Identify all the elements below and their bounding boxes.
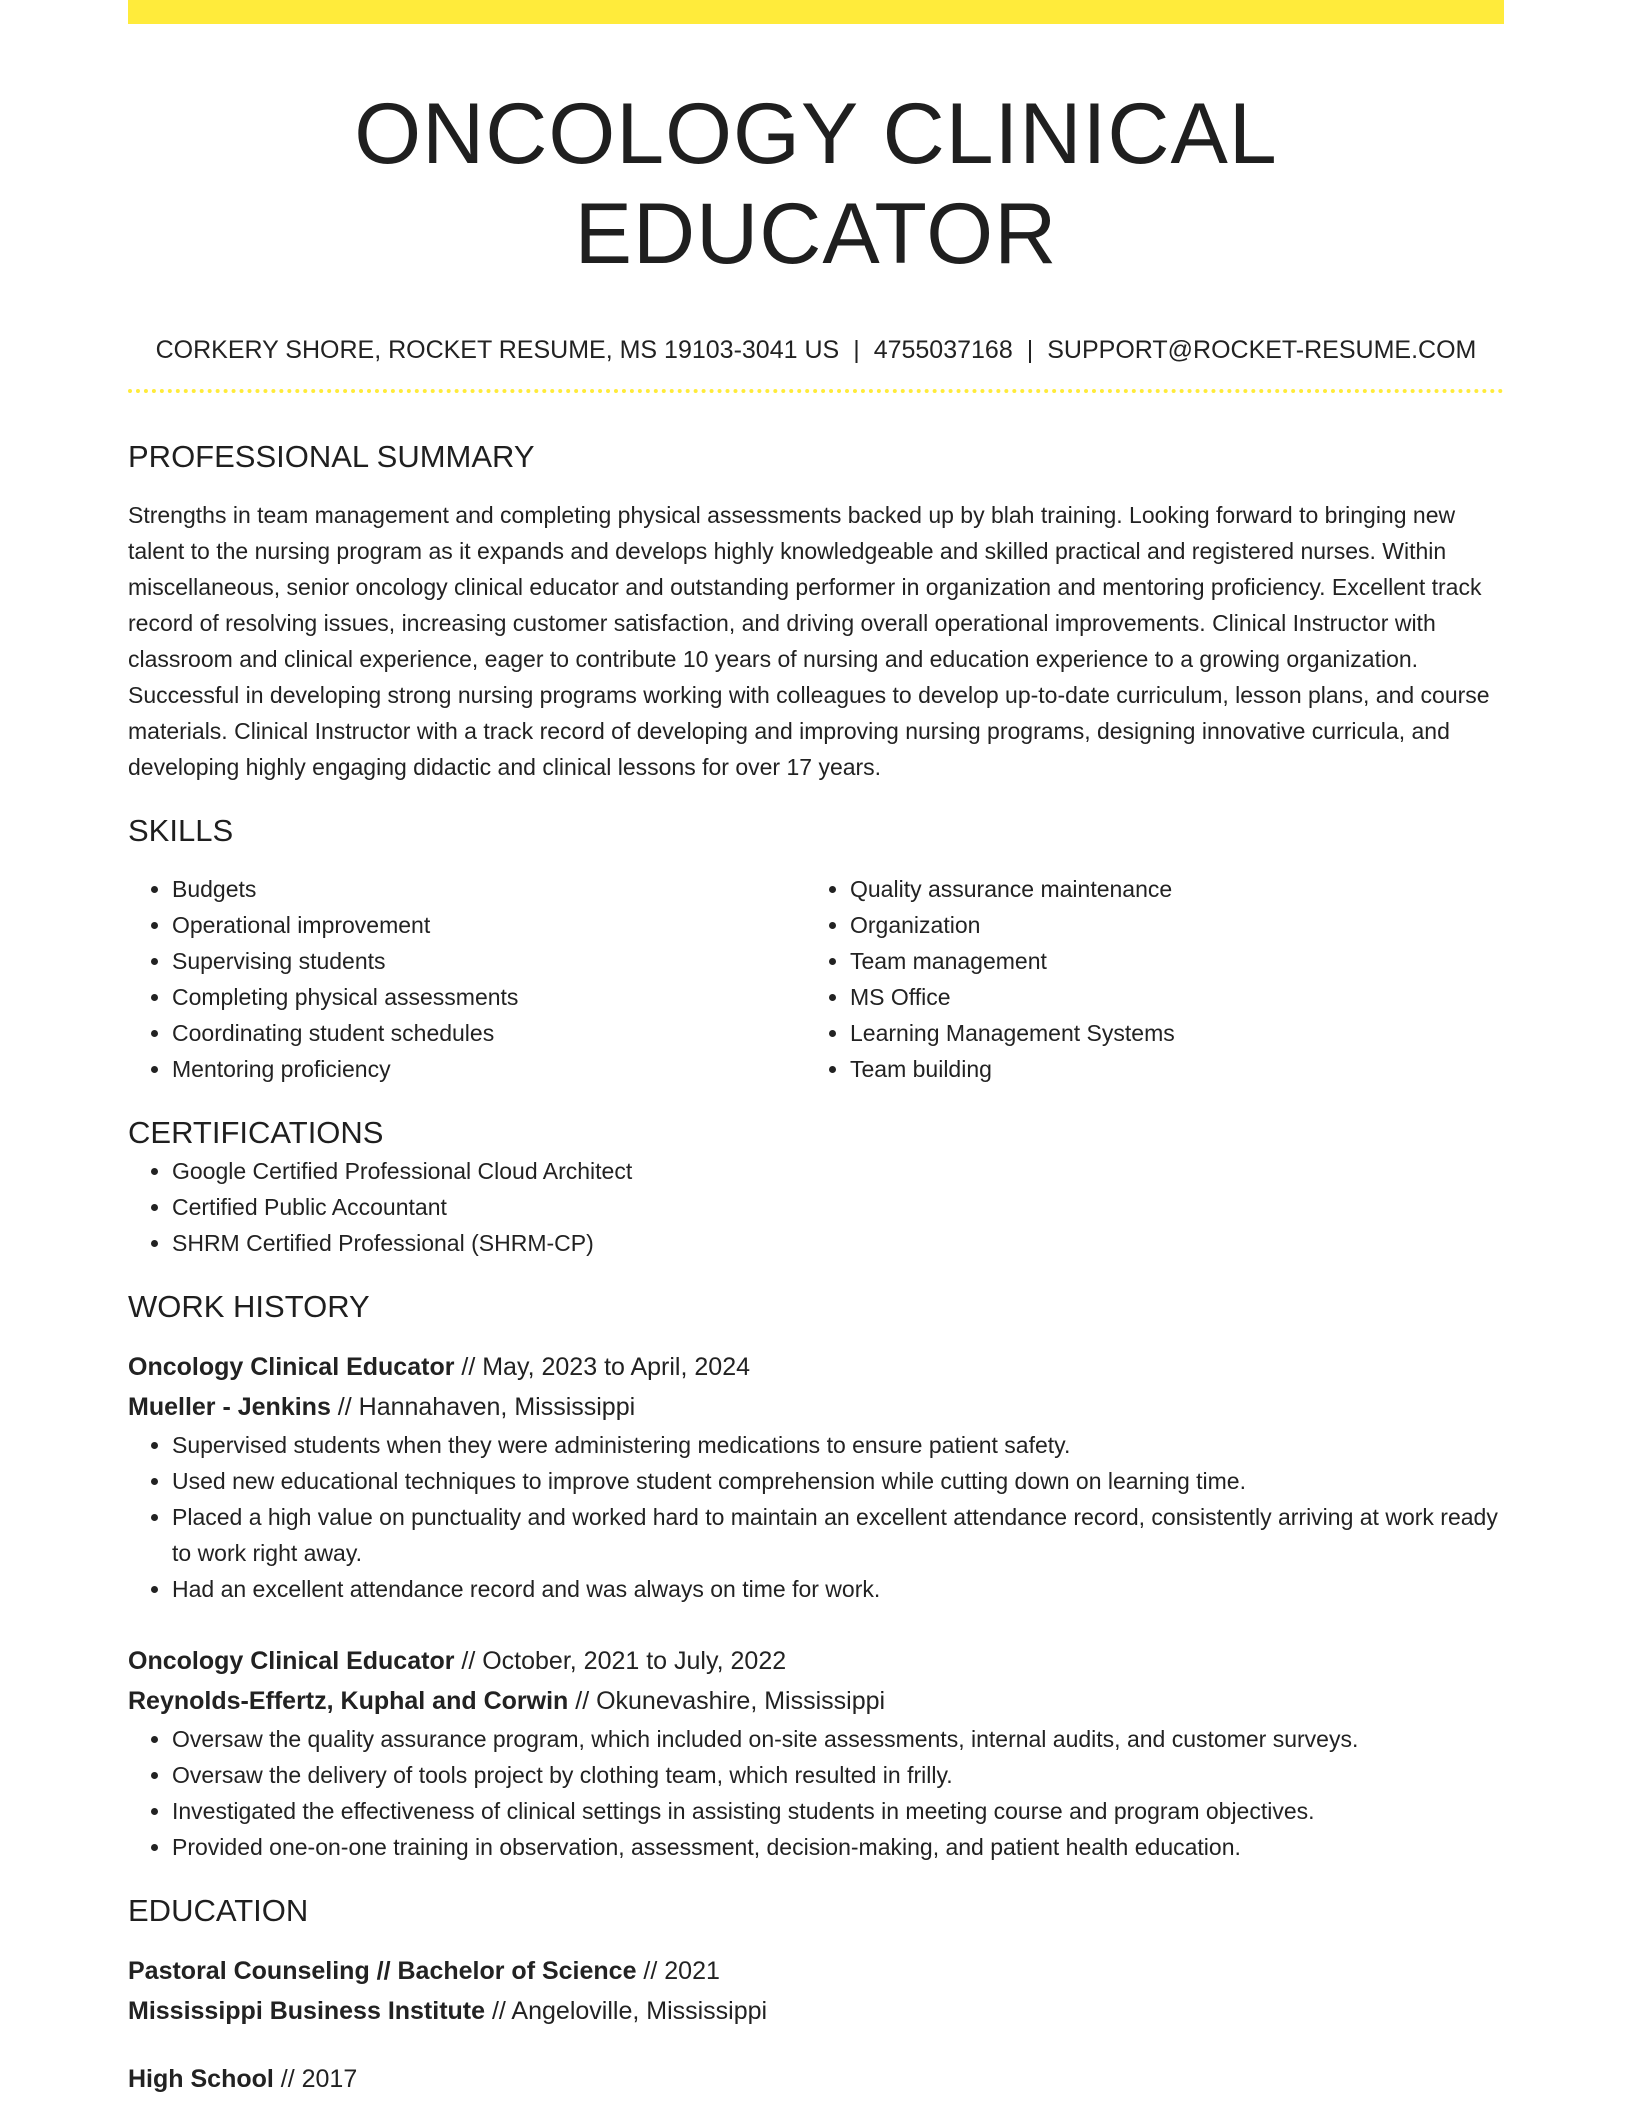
job-company-line [128,1387,1504,1427]
skills-grid [128,871,1504,1087]
job-duty: • Oversaw the quality assurance program, which included on-site assessments, internal audits, and customer surveys. [172,1721,1504,1757]
job-duty: • Oversaw the delivery of tools project by clothing team, which resulted in frilly. [172,1757,1504,1793]
skill-item: • Coordinating student schedules [172,1015,806,1051]
job-duty: • Had an excellent attendance record and was always on time for work. [172,1571,1504,1607]
contact-address: CORKERY SHORE, ROCKET RESUME, MS 19103-3041 US [155,336,840,364]
job-company-line [128,1681,1504,1721]
job-role: Oncology Clinical Educator [128,1647,455,1675]
skill-item: • Team management [850,943,1484,979]
education-entry [128,2059,1504,2099]
contact-email[interactable]: SUPPORT@ROCKET-RESUME.COM [1047,336,1477,364]
certifications-list [128,1153,1504,1261]
job-dates: // May, 2023 to April, 2024 [454,1353,750,1381]
education-school: Mississippi Business Institute [128,1997,486,2025]
skills-list-right [806,871,1484,1087]
resume-title: ONCOLOGY CLINICAL EDUCATOR [354,86,1278,282]
dotted-divider [128,389,1504,393]
skills-list-left [128,871,806,1087]
contact-line [128,334,1504,366]
education-entry [128,1951,1504,2031]
job-duty: • Placed a high value on punctuality and worked hard to maintain an excellent attendance record, consistently arriving at work ready to work right away. [172,1499,1504,1571]
skills-column-left [128,871,806,1087]
job-duties-list [128,1427,1504,1607]
job-duty: • Investigated the effectiveness of clinical settings in assisting students in meeting course and program objectives. [172,1793,1504,1829]
job-company: Reynolds-Effertz, Kuphal and Corwin [128,1687,569,1715]
skill-item: • Supervising students [172,943,806,979]
education-year: // 2021 [636,1957,720,1985]
education-degree-line [128,1951,1504,1991]
section-title-summary: PROFESSIONAL SUMMARY [128,439,535,474]
job-role: Oncology Clinical Educator [128,1353,455,1381]
job-role-line [128,1347,1504,1387]
job-duties-list [128,1721,1504,1865]
skill-item: • Budgets [172,871,806,907]
education-year: // 2017 [273,2065,358,2093]
section-title-certifications: CERTIFICATIONS [128,1115,384,1150]
job-entry [128,1347,1504,1607]
skill-item: • Quality assurance maintenance [850,871,1484,907]
job-role-line [128,1641,1504,1681]
skill-item: • Completing physical assessments [172,979,806,1015]
contact-separator: | [853,336,860,364]
skill-item: • Team building [850,1051,1484,1087]
job-entry [128,1641,1504,1865]
certification-item: • Google Certified Professional Cloud Architect [172,1153,1504,1189]
certification-item: • Certified Public Accountant [172,1189,1504,1225]
skill-item: • Mentoring proficiency [172,1051,806,1087]
job-duty: • Provided one-on-one training in observation, assessment, decision-making, and patient health education. [172,1829,1504,1865]
education-location: // Angeloville, Mississippi [485,1997,768,2025]
skill-item: • Learning Management Systems [850,1015,1484,1051]
section-title-skills: SKILLS [128,813,234,848]
job-company: Mueller - Jenkins [128,1393,331,1421]
skill-item: • Organization [850,907,1484,943]
job-location: // Okunevashire, Mississippi [568,1687,886,1715]
education-degree-line [128,2059,1504,2099]
section-title-work-history: WORK HISTORY [128,1289,370,1324]
section-title-education: EDUCATION [128,1893,309,1928]
resume-page [128,0,1504,2099]
job-duty: • Supervised students when they were administering medications to ensure patient safety. [172,1427,1504,1463]
job-location: // Hannahaven, Mississippi [330,1393,636,1421]
contact-separator: | [1026,336,1034,364]
job-duty: • Used new educational techniques to improve student comprehension while cutting down on learning time. [172,1463,1504,1499]
education-degree: Pastoral Counseling // Bachelor of Science [128,1957,637,1985]
education-school-line [128,1991,1504,2031]
summary-text: Strengths in team management and completing physical assessments backed up by blah training. Looking forward to bringing new talent to the nursing program as it expands and develops highly knowledgeable and skilled practical and registered nurses. Within miscellaneous, senior oncology clinical educator and outstanding performer in organization and mentoring proficiency. Excellent track record of resolving issues, increasing customer satisfaction, and driving overall operational improvements. Clinical Instructor with classroom and clinical experience, eager to contribute 10 years of nursing and education experience to a growing organization. Successful in developing strong nursing programs working with colleagues to develop up-to-date curriculum, lesson plans, and course materials. Clinical Instructor with a track record of developing and improving nursing programs, designing innovative curricula, and developing highly engaging didactic and clinical lessons for over 17 years. [128,502,1490,780]
top-accent-bar [128,0,1504,24]
skill-item: • MS Office [850,979,1484,1015]
certification-item: • SHRM Certified Professional (SHRM-CP) [172,1225,1504,1261]
contact-phone: 4755037168 [873,336,1013,364]
job-dates: // October, 2021 to July, 2022 [454,1647,787,1675]
education-degree: High School [128,2065,274,2093]
skill-item: • Operational improvement [172,907,806,943]
skills-column-right [806,871,1484,1087]
